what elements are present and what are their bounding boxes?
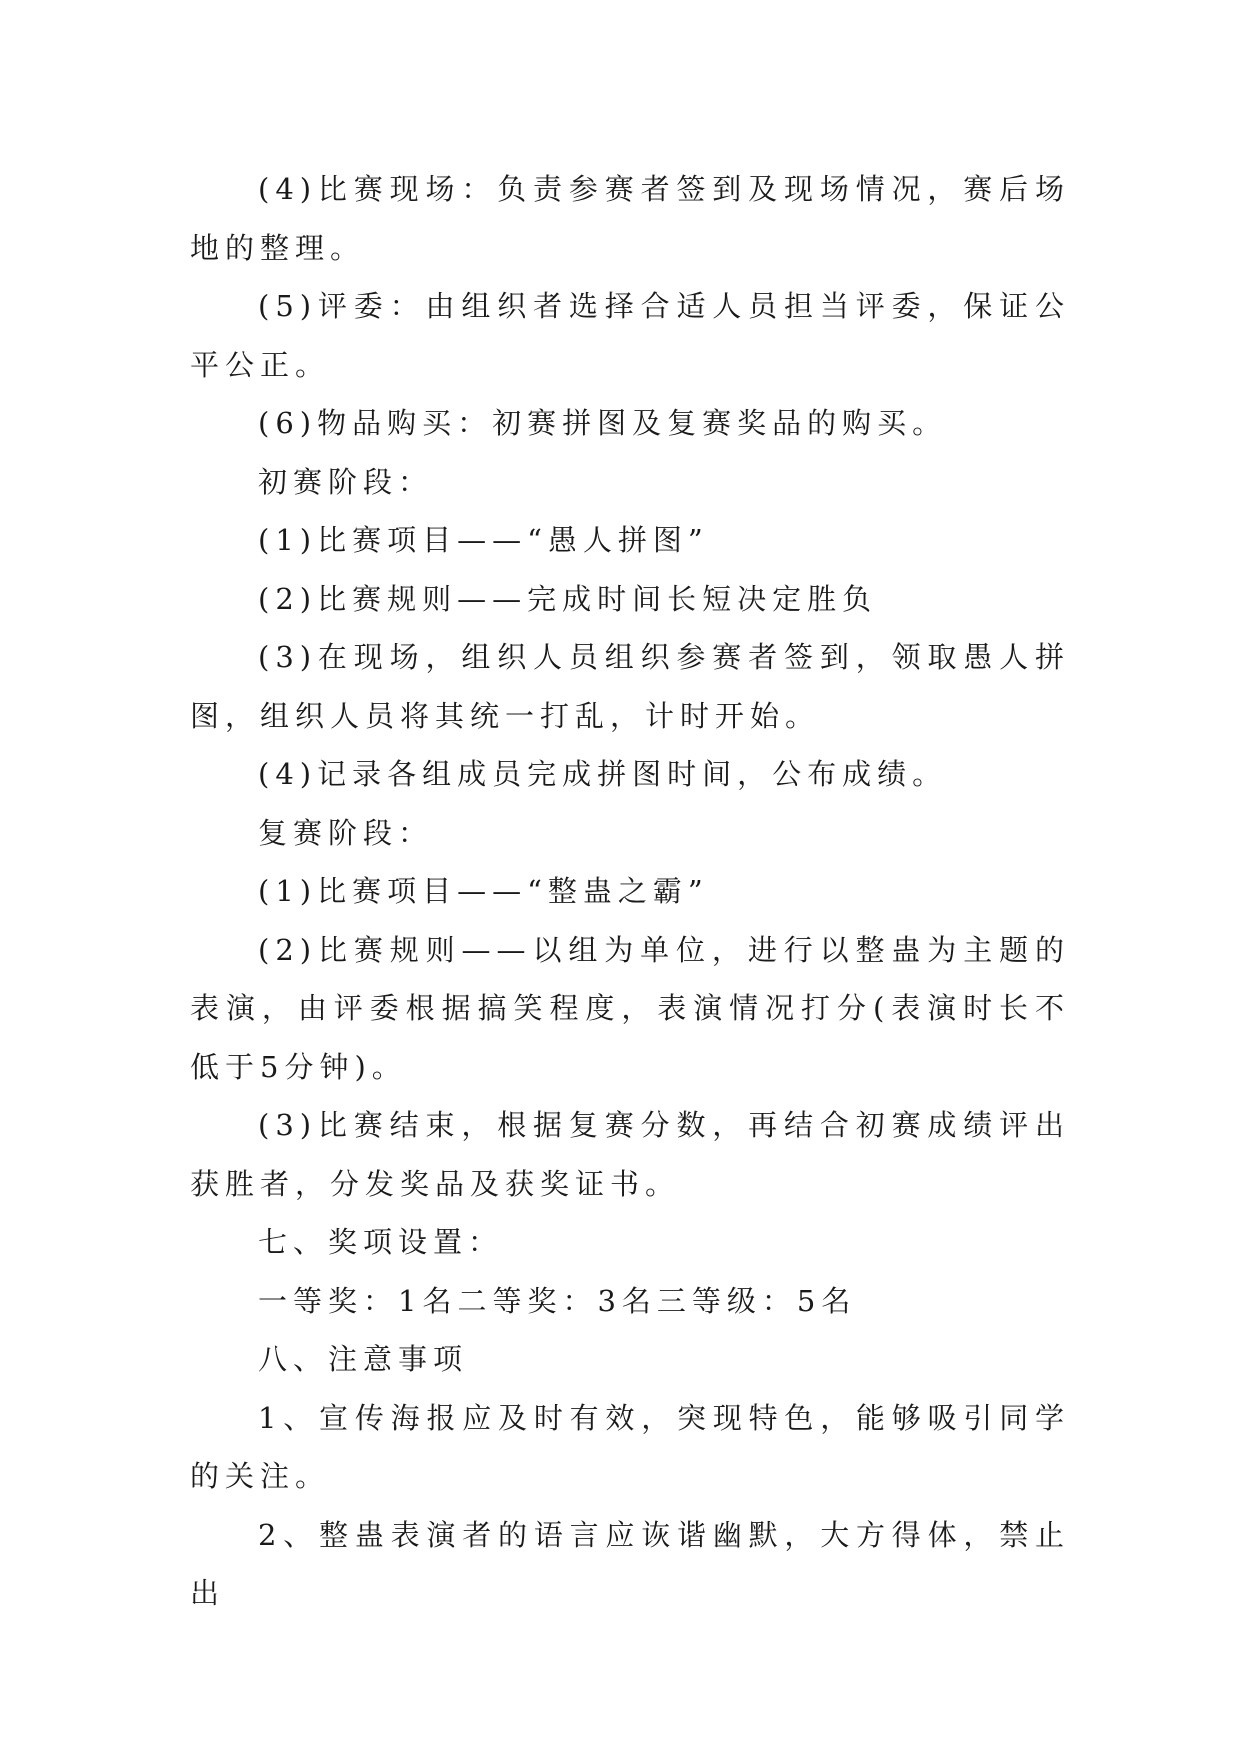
paragraph-award-tiers: 一等奖：1名二等奖：3名三等级：5名: [258, 1283, 857, 1318]
paragraph-preliminary-results: (4)记录各组成员完成拼图时间，公布成绩。: [258, 757, 948, 791]
paragraph-preliminary-event: (1)比赛项目——“愚人拼图”: [258, 523, 709, 557]
paragraph-note-2: 2、整蛊表演者的语言应诙谐幽默，大方得体，禁止出: [190, 1517, 1070, 1610]
paragraph-match-venue: (4)比赛现场：负责参赛者签到及现场情况，赛后场地的整理。: [190, 172, 1070, 265]
paragraph-final-event: (1)比赛项目——“整蛊之霸”: [258, 874, 709, 908]
paragraph-judges: (5)评委：由组织者选择合适人员担当评委，保证公平公正。: [190, 289, 1070, 382]
paragraph-purchasing: (6)物品购买：初赛拼图及复赛奖品的购买。: [258, 406, 948, 440]
heading-notes: 八、注意事项: [258, 1342, 469, 1376]
paragraph-preliminary-procedure: (3)在现场，组织人员组织参赛者签到，领取愚人拼图，组织人员将其统一打乱，计时开始。: [190, 640, 1070, 733]
heading-awards: 七、奖项设置：: [258, 1225, 504, 1259]
document-body: [190, 160, 1070, 1623]
paragraph-final-awarding: (3)比赛结束，根据复赛分数，再结合初赛成绩评出获胜者，分发奖品及获奖证书。: [190, 1108, 1070, 1201]
paragraph-final-rules: (2)比赛规则——以组为单位，进行以整蛊为主题的表演，由评委根据搞笑程度，表演情况打分(表演时长不低于5分钟)。: [190, 932, 1070, 1084]
paragraph-note-1: 1、宣传海报应及时有效，突现特色，能够吸引同学的关注。: [190, 1400, 1070, 1493]
paragraph-preliminary-rules: (2)比赛规则——完成时间长短决定胜负: [258, 581, 878, 616]
heading-preliminary-stage: 初赛阶段：: [258, 464, 434, 499]
heading-final-stage: 复赛阶段：: [258, 815, 434, 850]
